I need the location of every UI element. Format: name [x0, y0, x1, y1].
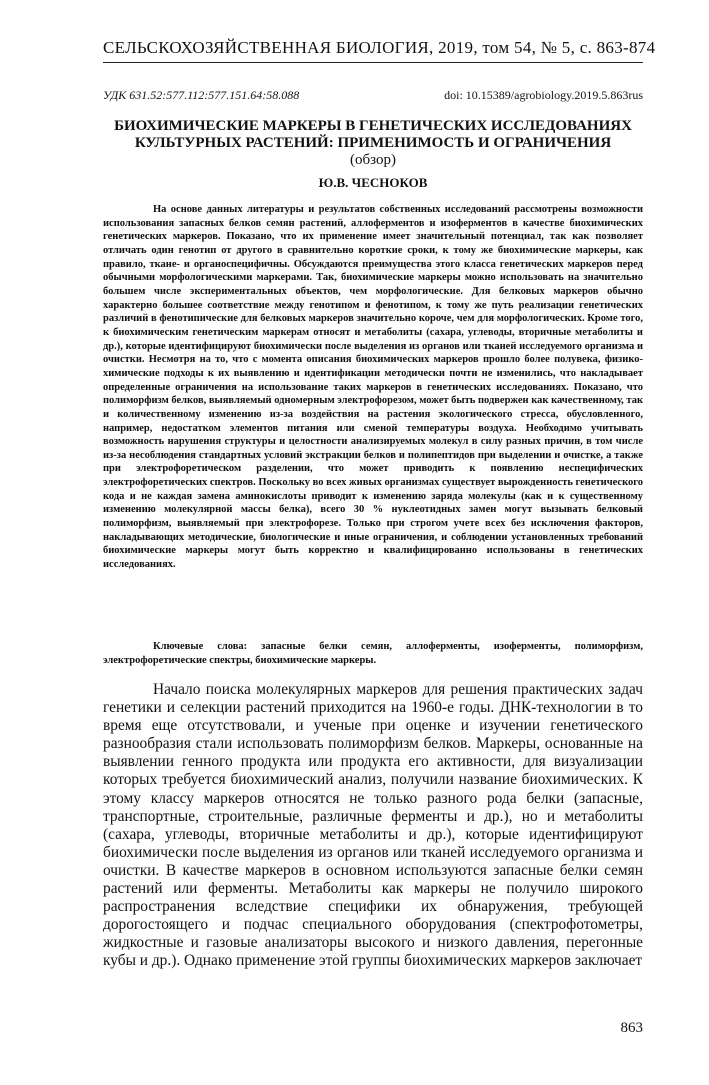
article-title: [103, 118, 643, 169]
keywords: Ключевые слова: запасные белки семян, аллоферменты, изоферменты, полиморфизм, электрофоретические спектры, биохимические маркеры.: [103, 641, 643, 666]
meta-row: [103, 88, 643, 103]
title-line-1: БИОХИМИЧЕСКИЕ МАРКЕРЫ В ГЕНЕТИЧЕСКИХ ИССЛЕДОВАНИЯХ: [114, 118, 632, 134]
author: Ю.В. ЧЕСНОКОВ: [318, 175, 428, 190]
journal-header: СЕЛЬСКОХОЗЯЙСТВЕННАЯ БИОЛОГИЯ, 2019, том 54, № 5, с. 863-874: [103, 38, 656, 57]
udk-code: УДК 631.52:577.112:577.151.64:58.088: [103, 88, 300, 102]
doi: doi: 10.15389/agrobiology.2019.5.863rus: [444, 88, 643, 102]
header-rule: [103, 62, 643, 63]
abstract: На основе данных литературы и результатов собственных исследований рассмотрены возможности использования запасных белков семян растений, аллоферментов и изоферментов в качестве биохимических генетических маркеров. Показано, что их применение имеет значительный потенциал, так как позволяет отличать один генотип от другого в сравнительно короткие сроки, к тому же биохимические маркеры, как правило, ткане- и органоспецифичны. Обсуждаются преимущества этого класса генетических маркеров перед обычными морфологическими маркерами. Так, биохимические маркеры можно использовать на значительно большем числе экспериментальных объектов, чем морфологические. Для белковых маркеров обычно характерно большее соответствие между генотипом и фенотипом, к тому же путь реализации генетических различий в фенотипические для белковых маркеров значительно короче, чем для морфологических. Кроме того, к биохимическим генетическим маркерам относят и метаболиты (сахара, углеводы, вторичные метаболиты и др.), которые идентифицируют биохимически после выделения из органов или тканей исследуемого организма и очистки. Несмотря на то, что с момента описания биохимических маркеров прошло более полувека, физико-химические подходы к их выявлению и идентификации методически почти не изменились, что накладывает определенные ограничения на использование таких маркеров в генетических исследованиях. Показано, что полиморфизм белков, выявляемый одномерным электрофорезом, может быть подвержен как качественному, так и количественному изменению из-за воздействия на растения экологического стресса, обусловленного, например, недостатком элементов питания или сменой температуры воздуха. Необходимо учитывать возможность нарушения структуры и целостности анализируемых молекул в силу разных причин, в том числе из-за несоблюдения стандартных условий экстракции белков и полипептидов при выделении и очистке, а также при электрофоретическом разделении, что может приводить к появлению неспецифических электрофоретических спектров. Поскольку во всех живых организмах существует вырожденность генетического кода и не каждая замена аминокислоты приводит к изменению заряда молекулы (как и к существенному изменению молекулярной массы белка), всего 30 % нуклеотидных замен могут вызывать белковый полиморфизм, выявляемый при электрофорезе. Только при строгом учете всех без исключения факторов, накладывающих методические, биологические и иные ограничения, и соблюдении установленных требований биохимические маркеры могут быть корректно и квалифицированно использованы в генетических исследованиях.: [103, 204, 643, 571]
title-line-2: КУЛЬТУРНЫХ РАСТЕНИЙ: ПРИМЕНИМОСТЬ И ОГРАНИЧЕНИЯ: [134, 135, 612, 151]
body-paragraph: Начало поиска молекулярных маркеров для решения практических задач генетики и селекции растений приходится на 1960-е годы. ДНК-технологии в то время еще отсутствовали, и ученые при оценке и изучении генетического разнообразия стали использовать полиморфизм белков. Маркеры, основанные на выявлении генного продукта или продукта его активности, для визуализации которых требуется биохимический анализ, получили название биохимических. К этому классу маркеров относятся не только разного рода белки (запасные, транспортные, строительные, различные ферменты и др.), но и метаболиты (сахара, углеводы, вторичные метаболиты и др.), которые идентифицируют биохимически после выделения из органов или тканей исследуемого организма и очистки. В качестве маркеров в основном используются запасные белки семян растений или ферменты. Метаболиты как маркеры не получило широкого распространения вследствие специфики их обнаружения, требующей дорогостоящего и подчас специального оборудования (спектрофотометры, жидкостные и газовые анализаторы высокого и низкого давления, перегонные кубы и др.). Однако применение этой группы биохимических маркеров заключает: [103, 681, 643, 970]
article-type: (обзор): [350, 152, 396, 168]
page-number: 863: [620, 1020, 643, 1036]
